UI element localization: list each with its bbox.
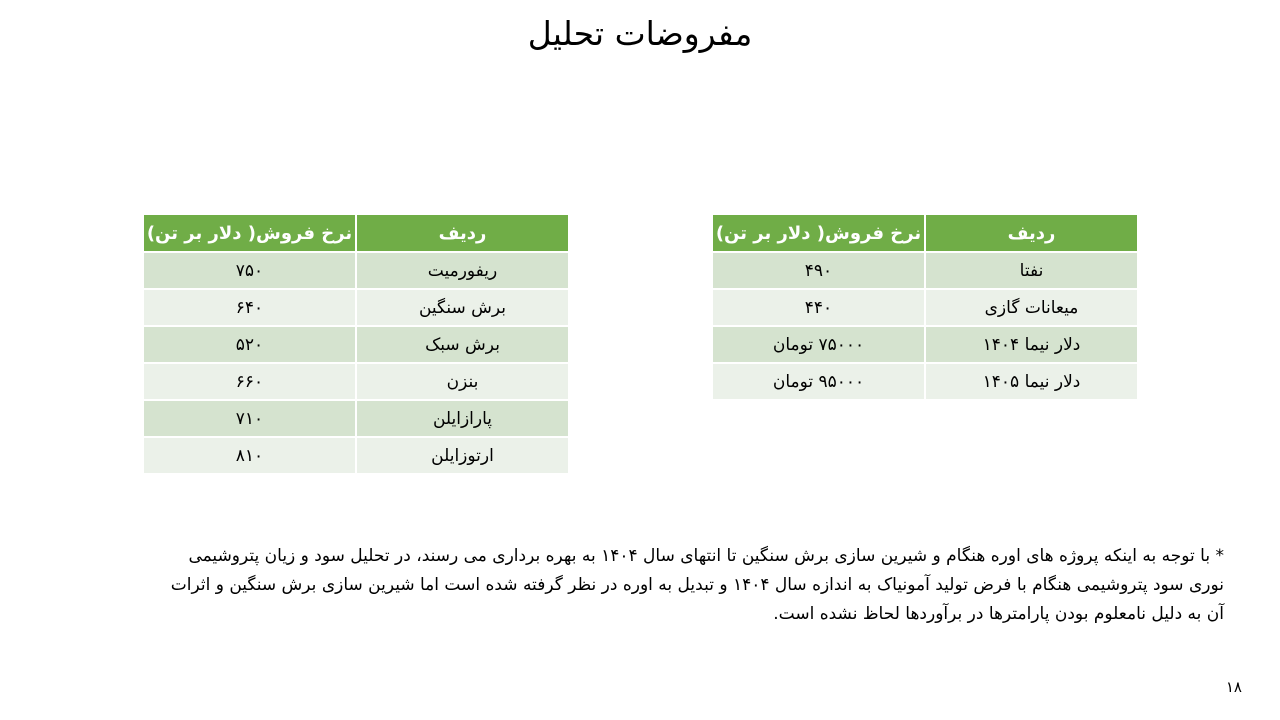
table-row	[143, 400, 569, 437]
cell-item: بنزن	[356, 363, 569, 400]
cell-price: ۷۵۰۰۰ تومان	[712, 326, 925, 363]
cell-item: برش سبک	[356, 326, 569, 363]
cell-item: میعانات گازی	[925, 289, 1138, 326]
cell-price: ۹۵۰۰۰ تومان	[712, 363, 925, 400]
table-row	[712, 289, 1138, 326]
header-price: نرخ فروش( دلار بر تن)	[143, 214, 356, 252]
table-row	[712, 326, 1138, 363]
cell-price: ۶۶۰	[143, 363, 356, 400]
table-row	[143, 252, 569, 289]
table-row	[143, 326, 569, 363]
table-header-row	[143, 214, 569, 252]
product-price-table	[142, 213, 570, 475]
table-row	[712, 363, 1138, 400]
slide-title: مفروضات تحلیل	[527, 14, 753, 53]
footnote	[132, 542, 1224, 629]
cell-price: ۶۴۰	[143, 289, 356, 326]
cell-item: برش سنگین	[356, 289, 569, 326]
cell-item: دلار نیما ۱۴۰۵	[925, 363, 1138, 400]
feedstock-price-table	[711, 213, 1139, 401]
cell-price: ۴۴۰	[712, 289, 925, 326]
footnote-line: آن به دلیل نامعلوم بودن پارامترها در برآوردها لحاظ نشده است.	[773, 604, 1224, 624]
cell-price: ۸۱۰	[143, 437, 356, 474]
cell-price: ۴۹۰	[712, 252, 925, 289]
cell-price: ۷۱۰	[143, 400, 356, 437]
table-header-row	[712, 214, 1138, 252]
cell-price: ۷۵۰	[143, 252, 356, 289]
table-row	[143, 437, 569, 474]
header-item: ردیف	[925, 214, 1138, 252]
cell-item: ریفورمیت	[356, 252, 569, 289]
page-number: ۱۸	[1225, 678, 1242, 696]
footnote-line: نوری سود پتروشیمی هنگام با فرض تولید آمونیاک به اندازه سال ۱۴۰۴ و تبدیل به اوره در نظر گرفته شده است اما شیرین سازی برش سنگین و اثرات	[170, 575, 1224, 595]
footnote-line: * با توجه به اینکه پروژه های اوره هنگام و شیرین سازی برش سنگین تا انتهای سال ۱۴۰۴ به بهره برداری می رسند، در تحلیل سود و زیان پتروشیمی	[188, 546, 1224, 566]
table-row	[712, 252, 1138, 289]
cell-item: دلار نیما ۱۴۰۴	[925, 326, 1138, 363]
cell-item: پارازایلن	[356, 400, 569, 437]
cell-item: نفتا	[925, 252, 1138, 289]
table-row	[143, 363, 569, 400]
header-price: نرخ فروش( دلار بر تن)	[712, 214, 925, 252]
header-item: ردیف	[356, 214, 569, 252]
table-row	[143, 289, 569, 326]
cell-price: ۵۲۰	[143, 326, 356, 363]
cell-item: ارتوزایلن	[356, 437, 569, 474]
